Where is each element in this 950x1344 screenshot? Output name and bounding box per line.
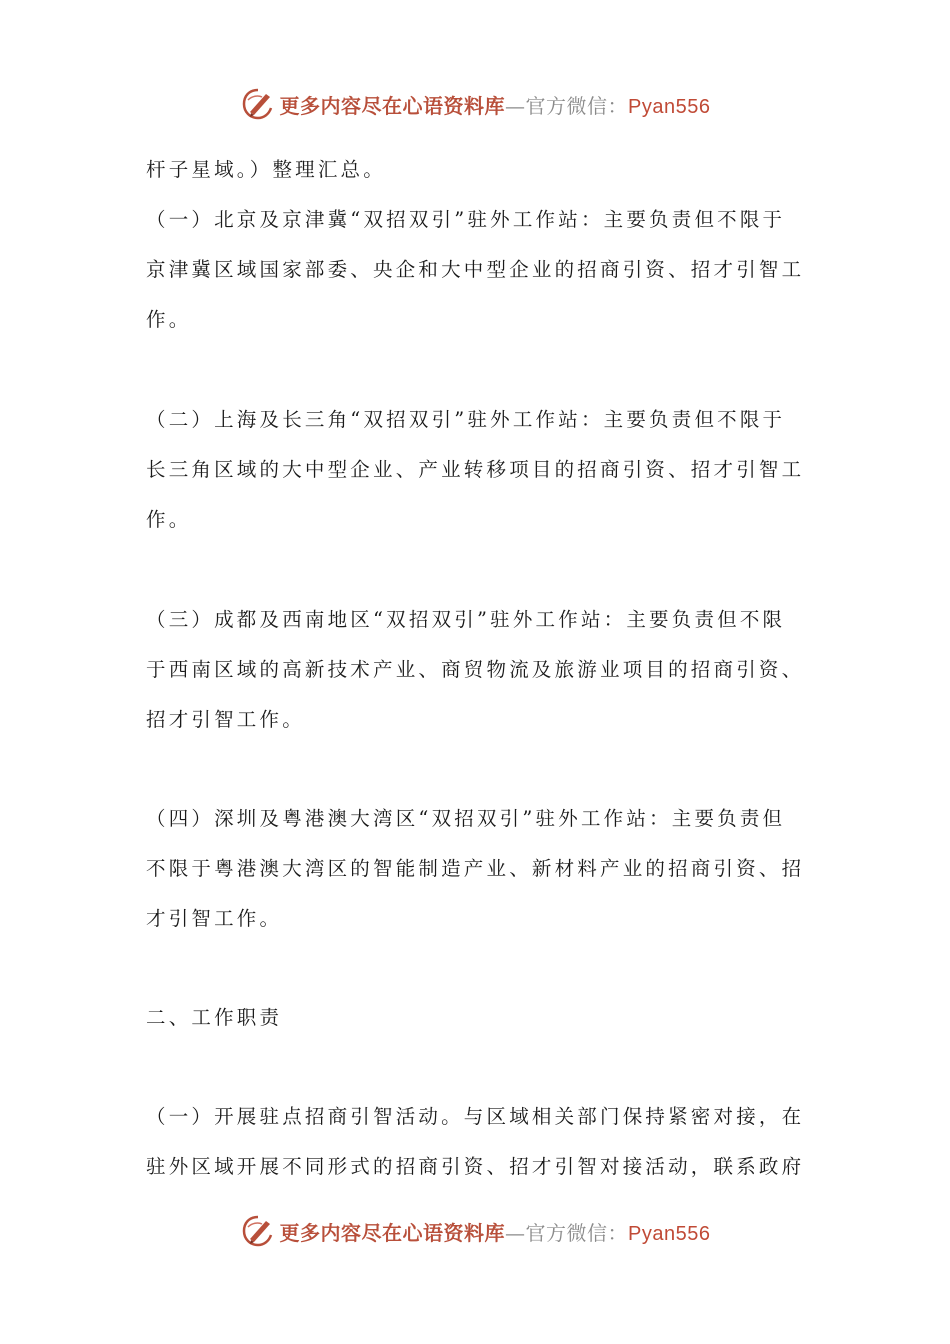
body-line: （四）深圳及粤港澳大湾区“双招双引”驻外工作站：主要负责但 [146,807,786,830]
footer-brand-text: 更多内容尽在心语资料库 [279,1220,506,1245]
footer-dash: — [505,1220,526,1245]
footer-banner [0,1209,950,1253]
header-banner [0,82,950,126]
body-line: 驻外区域开展不同形式的招商引资、招才引智对接活动，联系政府 [146,1155,805,1178]
body-line: 京津冀区域国家部委、央企和大中型企业的招商引资、招才引智工 [146,258,805,281]
body-line: （二）上海及长三角“双招双引”驻外工作站：主要负责但不限于 [146,408,786,431]
body-line: 不限于粤港澳大湾区的智能制造产业、新材料产业的招商引资、招 [146,857,805,880]
body-line: （一）北京及京津冀“双招双引”驻外工作站：主要负责但不限于 [146,208,786,231]
body-line: 于西南区域的高新技术产业、商贸物流及旅游业项目的招商引资、 [146,658,805,681]
body-line: 长三角区域的大中型企业、产业转移项目的招商引资、招才引智工 [146,458,805,481]
pen-logo-icon [240,86,276,122]
body-line: （三）成都及西南地区“双招双引”驻外工作站：主要负责但不限 [146,608,786,631]
body-line: （一）开展驻点招商引智活动。与区域相关部门保持紧密对接，在 [146,1105,805,1128]
footer-wechat-label: 官方微信： [525,1220,629,1245]
body-line: 杆子星域。）整理汇总。 [146,158,386,181]
section-heading: 二、工作职责 [146,1006,283,1029]
body-line: 作。 [146,308,192,331]
body-line: 作。 [146,508,192,531]
footer-wechat-id: Pyan556 [628,1222,711,1245]
body-line: 才引智工作。 [146,907,283,930]
header-wechat-label: 官方微信： [525,93,629,118]
body-line: 招才引智工作。 [146,708,305,731]
pen-logo-icon [240,1213,276,1249]
header-brand-text: 更多内容尽在心语资料库 [279,93,506,118]
header-wechat-id: Pyan556 [628,95,711,118]
header-dash: — [505,93,526,118]
